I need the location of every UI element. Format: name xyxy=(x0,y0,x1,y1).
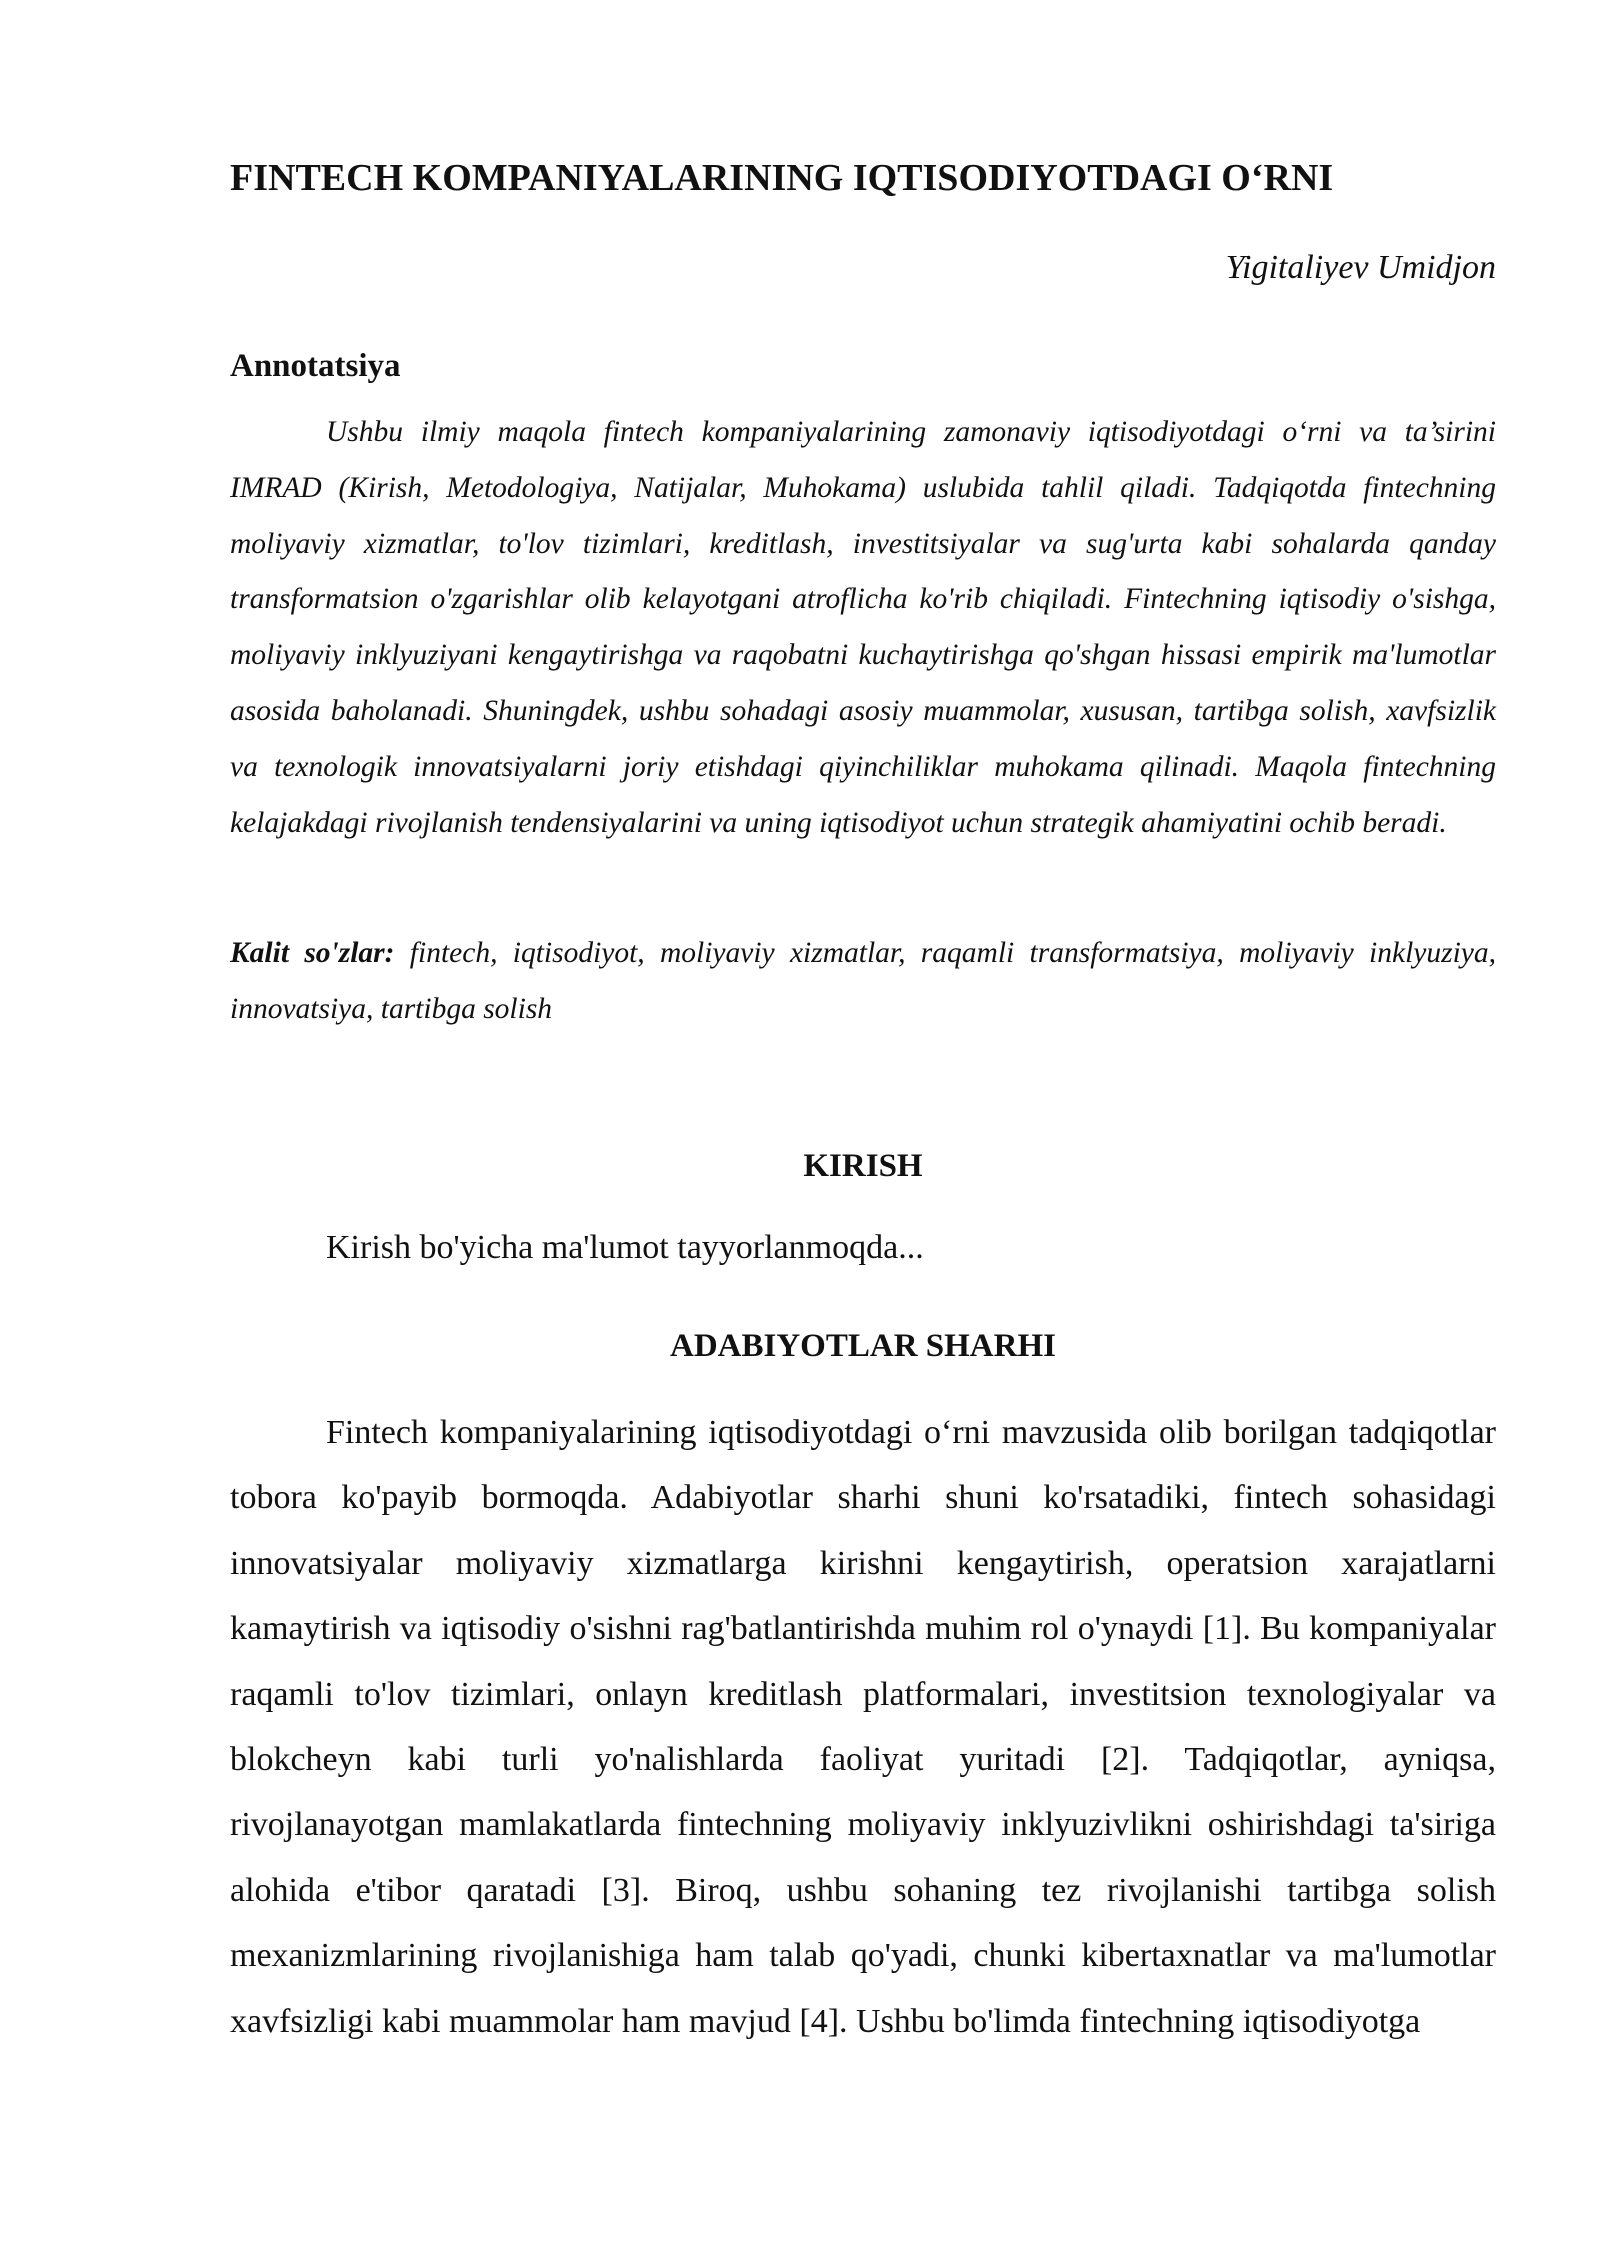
keywords-label: Kalit so'zlar: xyxy=(230,937,395,969)
author-name: Yigitaliyev Umidjon xyxy=(1225,249,1496,286)
abstract-text: Ushbu ilmiy maqola fintech kompaniyalarining zamonaviy iqtisodiyotdagi o‘rni va ta’sirini IMRAD (Kirish, Metodologiya, Natijalar, Muhokama) uslubida tahlil qiladi. Tadqiqotda fintechning moliyaviy xizmatlar, to'lov tizimlari, kreditlash, investitsiyalar va sug'urta kabi sohalarda qanday transformatsion o'zgarishlar olib kelayotgani atroflicha ko'rib chiqiladi. Fintechning iqtisodiy o'sishga, moliyaviy inklyuziyani kengaytirishga va raqobatni kuchaytirishga qo'shgan hissasi empirik ma'lumotlar asosida baholanadi. Shuningdek, ushbu sohadagi asosiy muammolar, xususan, tartibga solish, xavfsizlik va texnologik innovatsiyalarni joriy etishdagi qiyinchiliklar muhokama qilinadi. Maqola fintechning kelajakdagi rivojlanish tendensiyalarini va uning iqtisodiyot uchun strategik ahamiyatini ochib beradi. xyxy=(230,416,1496,839)
section-heading-kirish: KIRISH xyxy=(803,1148,923,1184)
section-text-adabiyotlar: Fintech kompaniyalarining iqtisodiyotdagi o‘rni mavzusida olib borilgan tadqiqotlar tobora ko'payib bormoqda. Adabiyotlar sharhi shuni ko'rsatadiki, fintech sohasidagi innovatsiyalar moliyaviy xizmatlarga kirishni kengaytirish, operatsion xarajatlarni kamaytirish va iqtisodiy o'sishni rag'batlantirishda muhim rol o'ynaydi [1]. Bu kompaniyalar raqamli to'lov tizimlari, onlayn kreditlash platformalari, investitsion texnologiyalar va blokcheyn kabi turli yo'nalishlarda faoliyat yuritadi [2]. Tadqiqotlar, ayniqsa, rivojlanayotgan mamlakatlarda fintechning moliyaviy inklyuzivlikni oshirishdagi ta'siriga alohida e'tibor qaratadi [3]. Biroq, ushbu sohaning tez rivojlanishi tartibga solish mexanizmlarining rivojlanishiga ham talab qo'yadi, chunki kibertaxnatlar va ma'lumotlar xavfsizligi kabi muammolar ham mavjud [4]. Ushbu bo'limda fintechning iqtisodiyotga xyxy=(230,1414,1496,2040)
section-text-kirish: Kirish bo'yicha ma'lumot tayyorlanmoqda... xyxy=(326,1229,924,1266)
article-title: FINTECH KOMPANIYALARINING IQTISODIYOTDAGI O‘RNI xyxy=(230,157,1334,199)
abstract-heading: Annotatsiya xyxy=(230,348,401,384)
section-heading-adabiyotlar: ADABIYOTLAR SHARHI xyxy=(670,1328,1056,1364)
keywords-paragraph xyxy=(230,926,1496,1038)
keywords-list: fintech, iqtisodiyot, moliyaviy xizmatlar, raqamli transformatsiya, moliyaviy inklyuziya, innovatsiya, tartibga solish xyxy=(230,937,1497,1025)
